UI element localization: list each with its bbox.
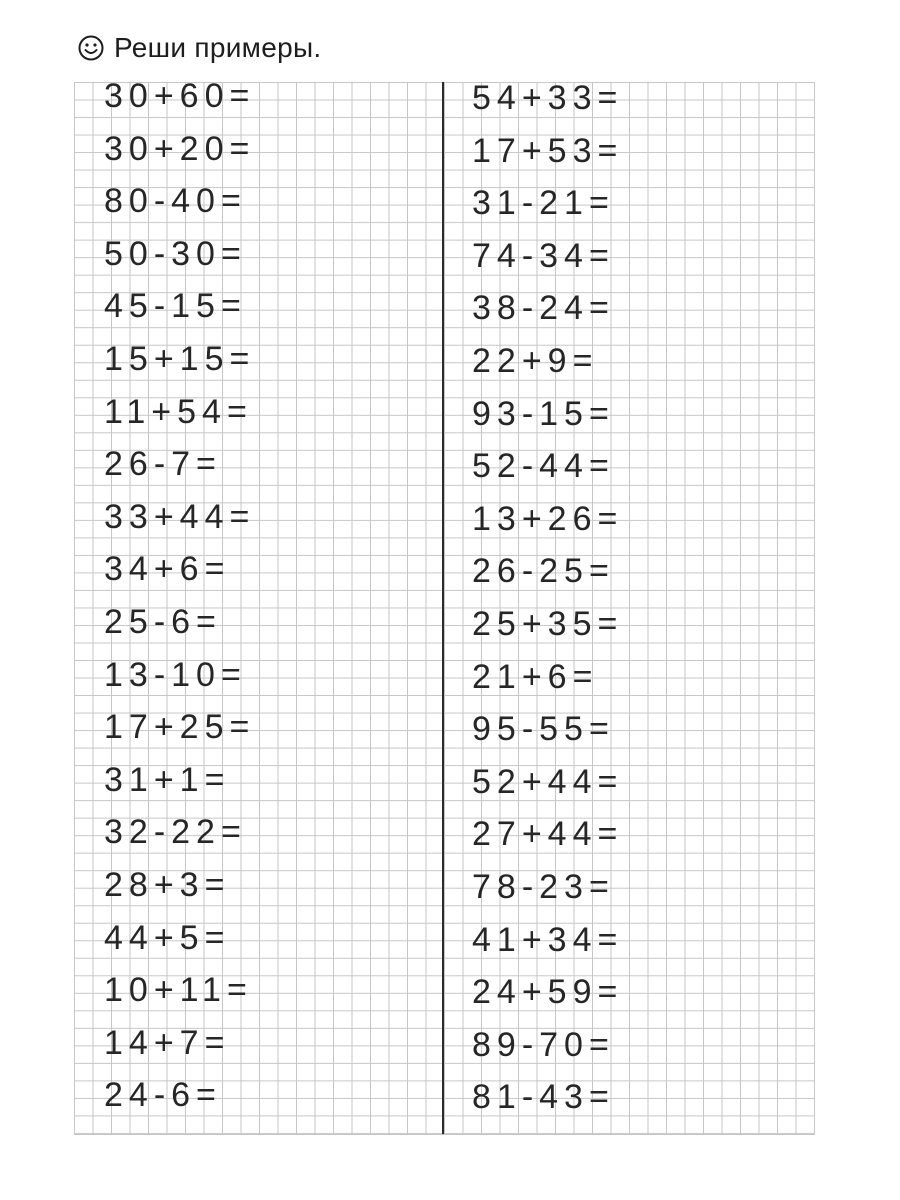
math-problem: 13+26= xyxy=(472,499,624,538)
math-problem: 44+5= xyxy=(104,918,231,957)
math-problem: 14+7= xyxy=(104,1023,231,1062)
column-divider xyxy=(442,82,444,1134)
math-problem: 11+54= xyxy=(104,392,253,431)
math-problem: 17+53= xyxy=(472,131,624,170)
math-problem: 81-43= xyxy=(472,1078,615,1117)
worksheet-title: Реши примеры. xyxy=(114,32,322,63)
worksheet-header xyxy=(78,28,321,68)
math-problem: 93-15= xyxy=(472,394,615,433)
math-problem: 21+6= xyxy=(472,657,599,696)
math-problem: 34+6= xyxy=(104,550,231,589)
right-problem-column xyxy=(472,79,624,1136)
math-problem: 31-21= xyxy=(472,184,615,223)
math-problem: 25+35= xyxy=(472,604,624,643)
math-problem: 26-7= xyxy=(104,445,222,484)
math-problem: 78-23= xyxy=(472,867,615,906)
math-problem: 95-55= xyxy=(472,710,615,749)
left-problem-column xyxy=(104,77,256,1134)
math-problem: 54+33= xyxy=(472,79,624,117)
math-problem: 24-6= xyxy=(104,1076,222,1115)
math-problem: 52+44= xyxy=(472,762,624,801)
math-problem: 38-24= xyxy=(472,289,615,328)
math-problem: 45-15= xyxy=(104,287,247,326)
math-problem: 41+34= xyxy=(472,920,624,959)
math-problem: 24+59= xyxy=(472,973,624,1012)
math-problem: 50-30= xyxy=(104,234,247,273)
math-problem: 22+9= xyxy=(472,341,599,380)
smiley-face-icon xyxy=(78,35,104,61)
math-problem: 74-34= xyxy=(472,236,615,275)
math-problem: 31+1= xyxy=(104,760,231,799)
math-problem: 32-22= xyxy=(104,813,247,852)
math-problem: 30+20= xyxy=(104,129,256,168)
math-problem: 26-25= xyxy=(472,552,615,591)
grid-paper xyxy=(74,77,815,1135)
math-problem: 27+44= xyxy=(472,815,624,854)
math-problem: 52-44= xyxy=(472,447,615,486)
math-problem: 13-10= xyxy=(104,655,247,694)
math-problem: 89-70= xyxy=(472,1025,615,1064)
math-problem: 25-6= xyxy=(104,602,222,641)
math-problem: 17+25= xyxy=(104,708,256,747)
math-problem: 28+3= xyxy=(104,865,231,904)
math-problem: 80-40= xyxy=(104,182,247,221)
math-problem: 33+44= xyxy=(104,497,256,536)
math-problem: 30+60= xyxy=(104,77,256,115)
math-problem: 10+11= xyxy=(104,971,253,1010)
math-problem: 15+15= xyxy=(104,339,256,378)
